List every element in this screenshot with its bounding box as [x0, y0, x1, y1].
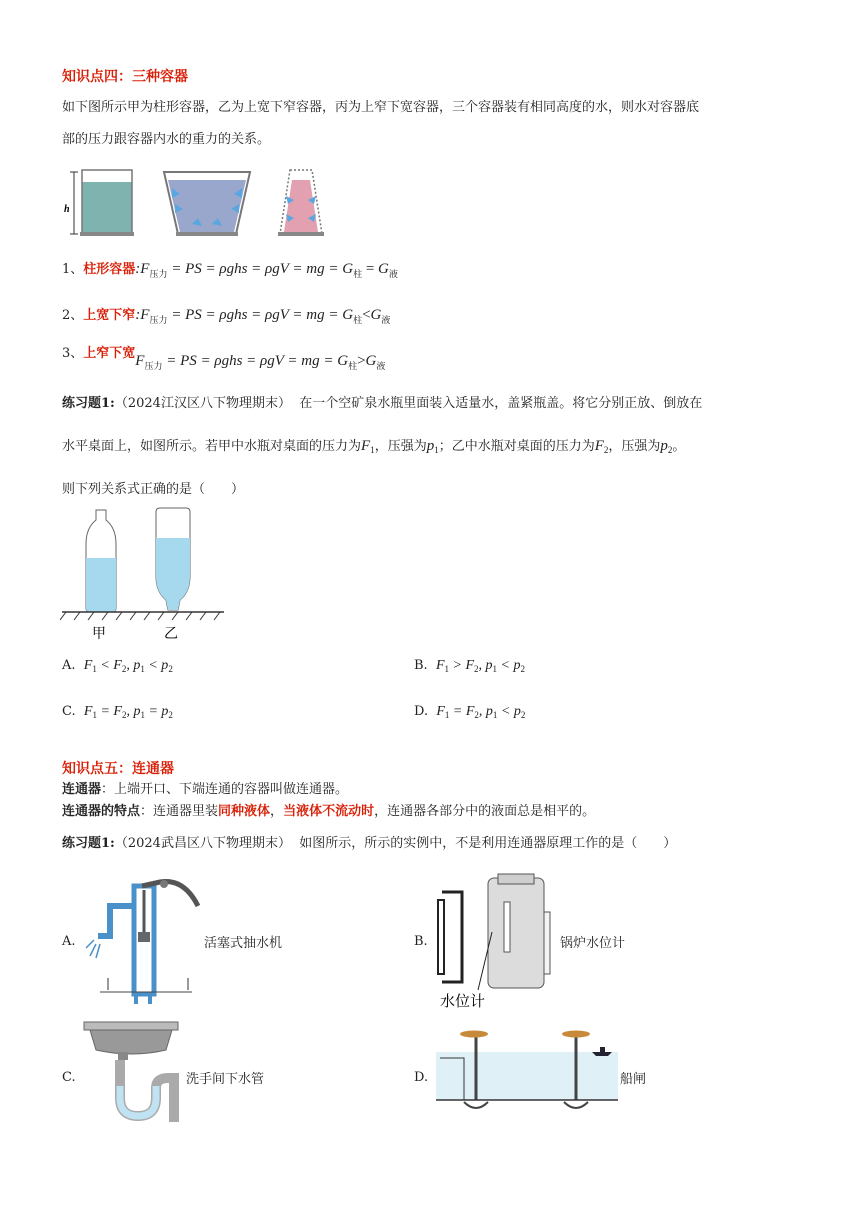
formula-1: 1、柱形容器$:F_{压力}$ = PS = ρghs = ρgV = mg = $G_柱 = G_液$: [62, 261, 398, 279]
option-b: B. $F_1 > F_2$, $p_1 < p_2$: [414, 658, 525, 674]
ex2-option-d-letter: D.: [414, 1070, 429, 1085]
option-c: C. $F_1 = F_2$, $p_1 = p_2$: [62, 704, 173, 720]
ship-lock-image: [436, 1028, 618, 1114]
kp5-title: 知识点五：连通器: [62, 761, 174, 777]
ex2-question: 练习题1:（2024武昌区八下物理期末） 如图所示，所示的实例中，不是利用连通器原理工作的是（ ）: [62, 836, 677, 851]
bottles-figure: [60, 504, 228, 644]
height-label: h: [64, 204, 70, 215]
caption-piston-pump: 活塞式抽水机: [204, 936, 283, 951]
ex1-line1: 练习题1:（2024江汉区八下物理期末） 在一个空矿泉水瓶里面装入适量水，盖紧瓶盖。将它分别正放、倒放在: [62, 396, 703, 411]
sink-drain-image: [82, 1018, 186, 1122]
boiler-gauge-label: 水位计: [440, 992, 486, 1010]
caption-sink-drain: 洗手间下水管: [186, 1072, 265, 1087]
boiler-image: [432, 872, 558, 1012]
three-containers-figure: [60, 166, 340, 244]
kp5-definition: 连通器：上端开口、下端连通的容器叫做连通器。: [62, 782, 349, 797]
formula-3: 3、上窄下宽$F_{压力}$ = PS = ρghs = ρgV = mg = $G_柱>G_液$: [62, 346, 386, 371]
kp4-intro-1: 如下图所示甲为柱形容器，乙为上宽下窄容器，丙为上窄下宽容器，三个容器装有相同高度的水，则水对容器底: [62, 100, 700, 115]
ex2-option-a-letter: A.: [62, 934, 76, 949]
piston-pump-image: [80, 876, 204, 1006]
kp4-intro-2: 部的压力跟容器内水的重力的关系。: [62, 132, 271, 147]
label-yi: 乙: [164, 626, 178, 642]
option-a: A. $F_1 < F_2$, $p_1 < p_2$: [62, 658, 173, 674]
kp4-title: 知识点四：三种容器: [62, 69, 188, 85]
formula-2: 2、上宽下窄$:F_{压力}$ = PS = ρghs = ρgV = mg = $G_柱<G_液$: [62, 307, 391, 325]
ex1-line2: 水平桌面上，如图所示。若甲中水瓶对桌面的压力为$F_1$，压强为$p_1$；乙中水瓶对桌面的压力为$F_2$，压强为$p_2$。: [62, 438, 686, 455]
caption-ship-lock: 船闸: [620, 1072, 647, 1087]
label-jia: 甲: [92, 626, 106, 642]
caption-boiler-gauge: 锅炉水位计: [560, 936, 626, 951]
kp5-feature: 连通器的特点：连通器里装同种液体，当液体不流动时，连通器各部分中的液面总是相平的。: [62, 804, 596, 819]
ex2-option-b-letter: B.: [414, 934, 428, 949]
ex1-line3: 则下列关系式正确的是（ ）: [62, 482, 245, 497]
option-d: D. $F_1 = F_2$, $p_1 < p_2$: [414, 704, 526, 720]
ex2-option-c-letter: C.: [62, 1070, 76, 1085]
